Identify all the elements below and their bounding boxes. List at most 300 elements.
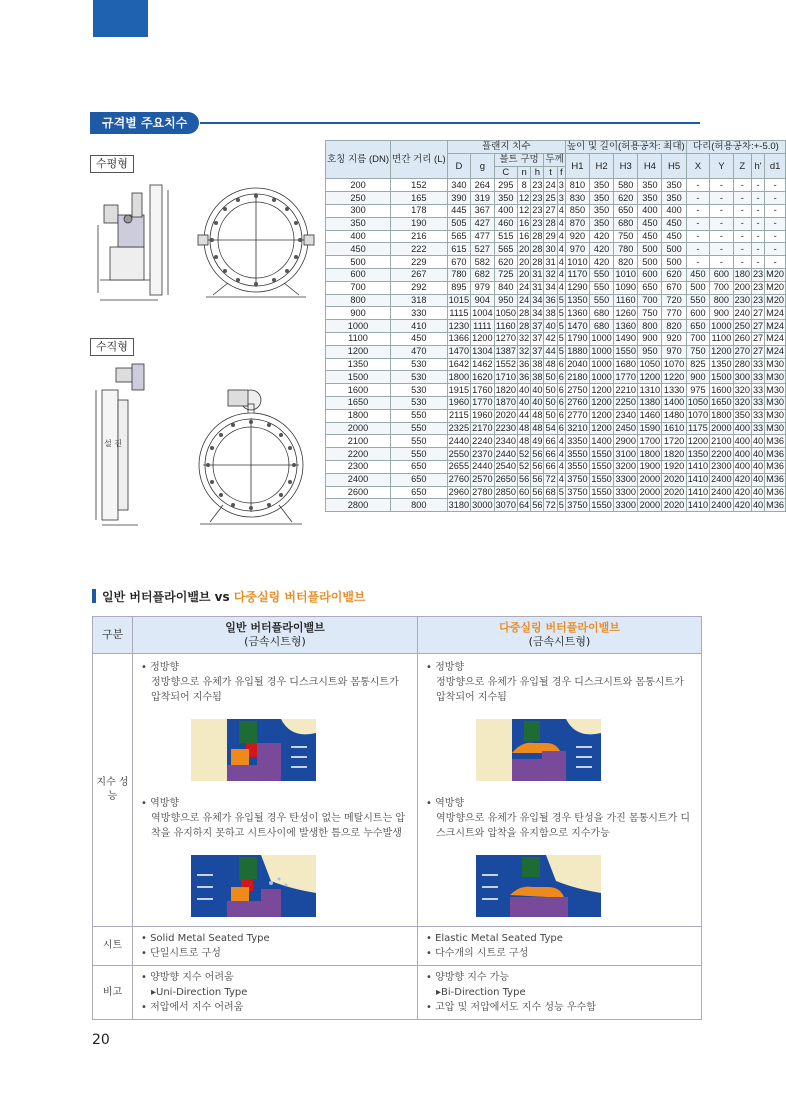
table-cell: 350 <box>662 192 686 205</box>
col-n: n <box>518 166 531 179</box>
table-cell: - <box>733 217 751 230</box>
table-cell: 178 <box>391 204 448 217</box>
table-cell: 1350 <box>711 358 732 369</box>
table-cell: 5 <box>558 294 564 305</box>
table-cell: 1360 <box>615 320 636 331</box>
table-cell: 2540 <box>495 461 517 472</box>
table-cell: 3 <box>558 179 564 190</box>
table-cell: M36 <box>766 499 785 510</box>
table-cell: 152 <box>391 179 448 192</box>
table-cell: 229 <box>391 256 448 269</box>
table-cell: 48 <box>532 410 543 421</box>
table-cell: 780 <box>614 243 638 256</box>
table-cell: 4 <box>558 435 564 446</box>
multi-seal-cell: • 정방향 정방향으로 유체가 유입될 경우 디스크시트와 몸통시트가 압착되어 지수됨 • 역방향 역방향으로 유체가 유입될 경우 탄성을 가진 몸통시트가 디스크시트와 압착을 유지함으로 지수가능 <box>418 654 702 927</box>
section-title: 규격별 주요치수 <box>90 112 199 134</box>
table-cell: 270 <box>734 346 750 357</box>
table-cell: 24 <box>545 179 556 190</box>
col-face: 면간 거리 (L) <box>391 141 448 179</box>
table-cell: 1600 <box>326 384 391 397</box>
col-height: 높이 및 길이(허용공차: 최대) <box>566 141 685 153</box>
table-cell: 1270 <box>495 333 517 344</box>
multi-forward-diagram <box>476 719 601 781</box>
table-cell: 950 <box>638 345 662 358</box>
table-cell: 1200 <box>591 422 612 433</box>
table-cell: 1800 <box>711 410 732 421</box>
general-seat-cell: • Solid Metal Seated Type • 단일시트로 구성 <box>133 927 418 966</box>
table-cell: 515 <box>494 230 517 243</box>
table-cell: M36 <box>766 448 785 459</box>
table-cell: 48 <box>545 358 556 369</box>
table-cell: 750 <box>614 230 638 243</box>
table-cell: M36 <box>766 435 785 446</box>
table-cell: 165 <box>391 192 448 205</box>
table-cell: 2340 <box>495 435 517 446</box>
table-cell: 350 <box>494 192 517 205</box>
col-H1: H1 <box>565 153 589 179</box>
table-cell: 682 <box>471 268 494 281</box>
table-cell: 470 <box>391 345 448 358</box>
table-cell: - <box>765 192 786 205</box>
table-cell: 1600 <box>711 384 732 395</box>
table-cell: 650 <box>391 473 448 486</box>
table-cell: 427 <box>471 217 494 230</box>
table-cell: 320 <box>734 384 750 395</box>
table-row <box>326 320 786 333</box>
table-cell: M30 <box>766 384 785 395</box>
table-cell: 400 <box>494 204 517 217</box>
table-cell: 2230 <box>495 422 517 433</box>
table-cell: M20 <box>766 269 785 280</box>
table-cell: 40 <box>752 499 764 510</box>
table-cell: 1960 <box>472 410 493 421</box>
general-seal-cell: • 정방향 정방향으로 유체가 유입될 경우 디스크시트와 몸통시트가 압착되어 지수됨 • 역방향 역방향으로 유체가 유입될 경우 탄성이 없는 메탈시트는 압착을 유지하지 못하고 시트사이에 발생한 틈으로 누수발생 <box>133 654 418 927</box>
table-cell: 820 <box>662 320 686 333</box>
table-cell: 2000 <box>326 422 391 435</box>
table-cell: 1770 <box>615 371 636 382</box>
col-Z: Z <box>733 153 751 179</box>
table-cell: 5 <box>558 486 564 497</box>
table-cell: M36 <box>766 486 785 497</box>
table-cell: 6 <box>558 384 564 395</box>
table-cell: 700 <box>686 332 709 345</box>
table-cell: 23 <box>532 218 543 229</box>
table-cell: 1000 <box>326 320 391 333</box>
table-cell: 650 <box>391 486 448 499</box>
table-cell: 320 <box>734 397 750 408</box>
spec-table <box>325 140 786 512</box>
table-cell: 1200 <box>711 346 732 357</box>
table-cell: 2440 <box>495 448 517 459</box>
comparison-table <box>92 616 702 1020</box>
table-cell: 400 <box>638 204 662 217</box>
table-cell: 230 <box>734 294 750 305</box>
table-cell: 840 <box>494 281 517 294</box>
table-cell: 2450 <box>615 422 636 433</box>
vertical-valve-drawing <box>88 360 320 530</box>
table-cell: 31 <box>532 269 543 280</box>
table-cell: 1230 <box>448 320 470 331</box>
col-flange: 플랜지 치수 <box>447 141 565 154</box>
table-cell: 420 <box>590 256 614 269</box>
table-cell: 825 <box>686 358 709 371</box>
section-rule <box>200 122 700 124</box>
table-cell: M36 <box>766 474 785 485</box>
table-cell: 725 <box>494 268 517 281</box>
table-cell: 27 <box>752 346 764 357</box>
table-cell: 450 <box>662 217 686 230</box>
table-cell: 650 <box>686 320 709 333</box>
table-cell: 870 <box>565 217 589 230</box>
table-cell: 222 <box>391 243 448 256</box>
table-cell: 1650 <box>326 396 391 409</box>
table-cell: 3550 <box>567 448 588 459</box>
table-cell: 6 <box>558 371 564 382</box>
table-cell: 2550 <box>448 448 470 459</box>
table-cell: 1015 <box>448 294 470 305</box>
table-cell: 700 <box>710 281 733 294</box>
table-cell: 6 <box>558 397 564 408</box>
table-cell: 3550 <box>567 461 588 472</box>
table-cell: 38 <box>545 307 556 318</box>
table-row <box>326 281 786 294</box>
table-cell: 2020 <box>495 410 517 421</box>
table-cell: 4 <box>558 218 564 229</box>
table-cell: 40 <box>519 397 530 408</box>
table-cell: 48 <box>519 422 530 433</box>
table-cell: 300 <box>734 371 750 382</box>
col-hp: h' <box>751 153 764 179</box>
table-cell: M24 <box>766 307 785 318</box>
table-cell: 2780 <box>472 486 493 497</box>
table-row <box>326 332 786 345</box>
table-cell: 5 <box>558 307 564 318</box>
col-nominal: 호칭 지름 (DN) <box>326 141 391 179</box>
table-cell: 2210 <box>615 384 636 395</box>
table-cell: - <box>686 243 709 256</box>
table-cell: - <box>686 217 709 230</box>
table-cell: 25 <box>545 192 556 203</box>
table-cell: 2900 <box>615 435 636 446</box>
table-cell: 295 <box>494 179 517 192</box>
table-cell: 450 <box>391 332 448 345</box>
table-cell: 1590 <box>639 422 661 433</box>
table-cell: 56 <box>532 448 543 459</box>
table-cell: 420 <box>734 486 750 497</box>
table-cell: 27 <box>752 333 764 344</box>
table-cell: 340 <box>447 179 470 192</box>
table-row <box>326 358 786 371</box>
table-cell: 24 <box>519 294 530 305</box>
table-cell: 5 <box>558 499 564 510</box>
table-cell: 4 <box>558 243 564 254</box>
table-cell: 615 <box>447 243 470 256</box>
table-cell: 1366 <box>448 333 470 344</box>
table-cell: 20 <box>519 243 530 254</box>
table-cell: 318 <box>391 294 448 307</box>
table-cell: 16 <box>519 230 530 241</box>
table-row <box>326 460 786 473</box>
horizontal-valve-drawing <box>88 175 320 310</box>
table-cell: 16 <box>519 218 530 229</box>
table-cell: 4 <box>558 448 564 459</box>
table-cell: 1610 <box>663 422 685 433</box>
table-cell: 550 <box>391 435 448 448</box>
table-cell: 23 <box>752 269 764 280</box>
table-cell: 550 <box>686 294 709 307</box>
table-cell: 30 <box>545 243 556 254</box>
table-cell: 565 <box>494 243 517 256</box>
table-row <box>326 268 786 281</box>
table-cell: 2180 <box>567 371 588 382</box>
table-cell: 48 <box>532 422 543 433</box>
table-cell: 12 <box>519 192 530 203</box>
table-cell: 28 <box>532 230 543 241</box>
table-cell: 400 <box>734 461 750 472</box>
table-cell: 250 <box>326 192 391 205</box>
table-cell: 1330 <box>663 384 685 395</box>
table-cell: 900 <box>326 307 391 320</box>
table-cell: - <box>710 217 733 230</box>
drawing-label: 설 진 <box>104 439 122 448</box>
col-H5: H5 <box>662 153 686 179</box>
table-cell: 920 <box>565 230 589 243</box>
table-cell: 1460 <box>639 410 661 421</box>
table-cell: 5 <box>558 320 564 331</box>
table-cell: 1400 <box>591 435 612 446</box>
table-cell: 565 <box>447 230 470 243</box>
table-cell: 1070 <box>687 410 709 421</box>
table-cell: - <box>765 217 786 230</box>
table-cell: M30 <box>766 358 785 369</box>
table-cell: 2800 <box>326 499 391 512</box>
table-cell: 33 <box>752 410 764 421</box>
col-D: D <box>447 153 470 179</box>
table-cell: 60 <box>519 486 530 497</box>
table-cell: 975 <box>686 384 709 397</box>
table-cell: 2400 <box>326 473 391 486</box>
label-horizontal: 수평형 <box>90 155 134 173</box>
table-cell: 1350 <box>687 448 709 459</box>
table-cell: 700 <box>326 281 391 294</box>
table-cell: 32 <box>519 333 530 344</box>
table-cell: 1200 <box>639 371 661 382</box>
table-cell: 650 <box>614 204 638 217</box>
table-row <box>326 230 786 243</box>
col-X: X <box>686 153 709 179</box>
table-cell: 3070 <box>495 499 517 510</box>
table-cell: 445 <box>447 204 470 217</box>
table-cell: 650 <box>391 460 448 473</box>
table-cell: - <box>710 243 733 256</box>
table-cell: 2400 <box>711 486 732 497</box>
table-cell: 350 <box>590 217 614 230</box>
table-cell: 280 <box>734 358 750 369</box>
table-cell: 550 <box>391 409 448 422</box>
table-cell: 3750 <box>567 486 588 497</box>
table-cell: 2655 <box>448 461 470 472</box>
col-Y: Y <box>710 153 733 179</box>
table-cell: - <box>751 192 764 205</box>
table-cell: 1820 <box>495 384 517 395</box>
table-cell: 56 <box>519 474 530 485</box>
table-cell: M36 <box>766 461 785 472</box>
table-cell: 1200 <box>591 384 612 395</box>
table-cell: 2300 <box>711 461 732 472</box>
table-cell: M20 <box>766 282 785 293</box>
table-cell: 420 <box>590 243 614 256</box>
table-row <box>326 499 786 512</box>
table-cell: 4 <box>558 474 564 485</box>
table-cell: 1900 <box>639 461 661 472</box>
table-cell: 3300 <box>615 486 636 497</box>
table-cell: - <box>686 204 709 217</box>
table-cell: 1720 <box>663 435 685 446</box>
table-cell: 1410 <box>687 499 709 510</box>
table-cell: 450 <box>662 230 686 243</box>
table-cell: 27 <box>545 205 556 216</box>
table-cell: 970 <box>565 243 589 256</box>
table-cell: 72 <box>545 499 556 510</box>
col-thick: 두께 <box>545 154 564 166</box>
table-cell: 2300 <box>326 460 391 473</box>
table-cell: 350 <box>326 217 391 230</box>
table-cell: 850 <box>565 204 589 217</box>
table-cell: 3300 <box>615 474 636 485</box>
table-cell: 350 <box>590 192 614 205</box>
table-cell: 530 <box>391 371 448 384</box>
table-cell: 1915 <box>448 384 470 395</box>
table-cell: 2400 <box>711 474 732 485</box>
table-cell: 56 <box>532 499 543 510</box>
table-cell: 319 <box>471 192 494 205</box>
table-cell: 40 <box>752 461 764 472</box>
table-cell: 1550 <box>591 499 612 510</box>
table-cell: 50 <box>545 371 556 382</box>
multi-note-cell: • 양방향 지수 가능 ▸Bi-Direction Type • 고압 및 저압에서도 지수 성능 우수함 <box>418 966 702 1020</box>
table-cell: M24 <box>766 320 785 331</box>
table-row <box>326 486 786 499</box>
table-cell: 54 <box>545 422 556 433</box>
table-cell: 600 <box>686 307 709 320</box>
table-row <box>326 179 786 192</box>
table-cell: M30 <box>766 397 785 408</box>
table-cell: 1175 <box>688 422 708 433</box>
table-cell: 450 <box>686 268 709 281</box>
table-cell: 1490 <box>615 333 636 344</box>
table-cell: 2020 <box>663 499 685 510</box>
table-cell: 33 <box>752 358 764 369</box>
table-cell: 1400 <box>663 397 685 408</box>
table-cell: 2250 <box>615 397 636 408</box>
table-cell: - <box>710 179 733 192</box>
table-cell: 216 <box>391 230 448 243</box>
table-cell: 4 <box>558 282 564 293</box>
table-cell: 500 <box>686 281 709 294</box>
table-cell: - <box>733 192 751 205</box>
table-cell: 3750 <box>567 474 588 485</box>
table-cell: 1500 <box>711 371 732 382</box>
table-cell: 1360 <box>567 307 588 318</box>
general-forward-diagram <box>191 719 316 781</box>
table-cell: 1770 <box>472 397 493 408</box>
table-cell: 330 <box>391 307 448 320</box>
general-reverse-diagram <box>191 855 316 917</box>
table-cell: 66 <box>545 435 556 446</box>
table-cell: 500 <box>662 243 686 256</box>
table-row <box>326 217 786 230</box>
table-cell: 400 <box>662 204 686 217</box>
table-cell: 1000 <box>591 358 612 369</box>
table-cell: 1290 <box>567 282 588 293</box>
table-cell: 1111 <box>471 320 494 333</box>
table-cell: 250 <box>734 320 750 331</box>
table-cell: 1880 <box>567 346 588 357</box>
table-cell: 6 <box>558 410 564 421</box>
table-cell: 550 <box>590 268 614 281</box>
table-row <box>326 204 786 217</box>
table-cell: - <box>733 179 751 192</box>
table-cell: - <box>686 256 709 269</box>
table-cell: 6 <box>558 422 564 433</box>
table-cell: 5 <box>558 346 564 357</box>
table-cell: 1480 <box>663 410 685 421</box>
table-cell: 200 <box>734 282 750 293</box>
col-category: 구분 <box>93 617 133 654</box>
table-row <box>326 422 786 435</box>
table-cell: 200 <box>326 179 391 192</box>
table-cell: 350 <box>638 192 662 205</box>
table-cell: 44 <box>545 346 556 357</box>
table-cell: 1870 <box>495 397 517 408</box>
table-cell: 1552 <box>495 358 517 369</box>
table-cell: 680 <box>590 307 614 320</box>
col-bolt: 볼트 구멍 <box>494 153 544 166</box>
table-cell: 33 <box>752 422 764 433</box>
table-cell: 550 <box>391 422 448 435</box>
comparison-title: 일반 버터플라이밸브 vs 다중실링 버터플라이밸브 <box>92 588 366 605</box>
table-row <box>326 384 786 397</box>
label-vertical: 수직형 <box>90 338 134 356</box>
table-cell: 1010 <box>615 269 636 280</box>
table-row <box>326 294 786 307</box>
page-number: 20 <box>92 1032 110 1048</box>
table-row <box>326 307 786 320</box>
table-cell: 56 <box>532 486 543 497</box>
table-cell: 450 <box>638 230 662 243</box>
table-cell: 1100 <box>711 333 732 344</box>
table-cell: - <box>686 230 709 243</box>
table-cell: 50 <box>545 410 556 421</box>
table-cell: 29 <box>545 230 556 241</box>
table-cell: 1090 <box>615 282 636 293</box>
table-cell: 1550 <box>591 448 612 459</box>
table-cell: 42 <box>545 333 556 344</box>
table-cell: 1680 <box>615 358 636 369</box>
table-cell: 900 <box>686 371 709 384</box>
table-cell: 450 <box>326 243 391 256</box>
table-cell: 3 <box>558 192 564 203</box>
col-H4: H4 <box>638 153 662 179</box>
table-cell: 2020 <box>663 474 685 485</box>
table-cell: 400 <box>734 422 750 433</box>
table-cell: 500 <box>638 243 662 256</box>
multi-reverse-diagram <box>476 855 601 917</box>
table-cell: 350 <box>734 410 750 421</box>
table-cell: 52 <box>519 448 530 459</box>
table-cell: 2760 <box>448 474 470 485</box>
table-cell: 267 <box>391 268 448 281</box>
